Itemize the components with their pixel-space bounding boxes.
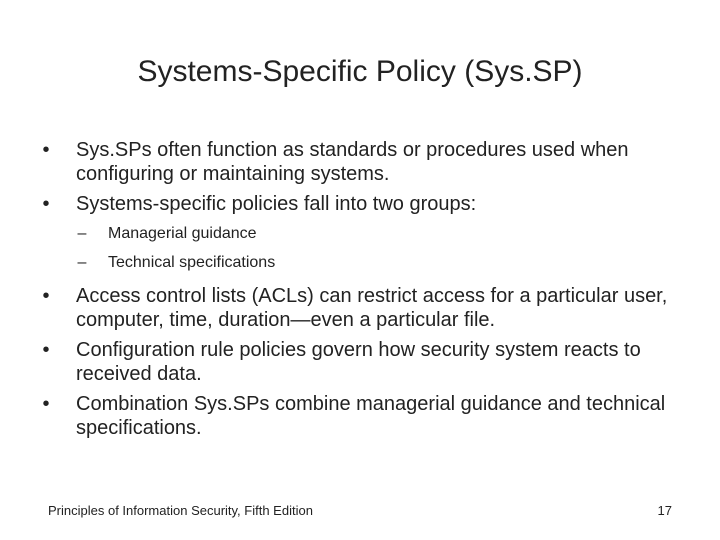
sub-bullet-item (36, 253, 686, 273)
bullet-text: Systems-specific policies fall into two groups: (76, 193, 477, 215)
sub-bullet-text: Managerial guidance (108, 225, 257, 242)
bullet-text: Access control lists (ACLs) can restrict access for a particular user, computer, time, duration—even a particular file. (76, 285, 668, 331)
page-number: 17 (657, 503, 672, 518)
bullet-marker: • (42, 393, 50, 415)
bullet-item (36, 138, 686, 186)
slide-content (36, 138, 686, 440)
sub-bullet-item (36, 224, 686, 244)
sub-bullet-marker: – (77, 225, 87, 242)
bullet-item (36, 192, 686, 216)
bullet-item (36, 392, 686, 440)
bullet-marker: • (42, 339, 50, 361)
bullet-text: Sys.SPs often function as standards or procedures used when configuring or maintaining systems. (76, 139, 629, 185)
sub-bullet-marker: – (77, 254, 87, 271)
bullet-marker: • (42, 193, 50, 215)
bullet-text: Combination Sys.SPs combine managerial guidance and technical specifications. (76, 393, 666, 439)
bullet-item (36, 338, 686, 386)
slide-title: Systems-Specific Policy (Sys.SP) (137, 55, 583, 88)
sub-bullet-text: Technical specifications (108, 254, 276, 271)
footer-source: Principles of Information Security, Fifth Edition (48, 503, 313, 518)
bullet-text: Configuration rule policies govern how security system reacts to received data. (76, 339, 641, 385)
bullet-marker: • (42, 285, 50, 307)
bullet-marker: • (42, 139, 50, 161)
bullet-item (36, 284, 686, 332)
